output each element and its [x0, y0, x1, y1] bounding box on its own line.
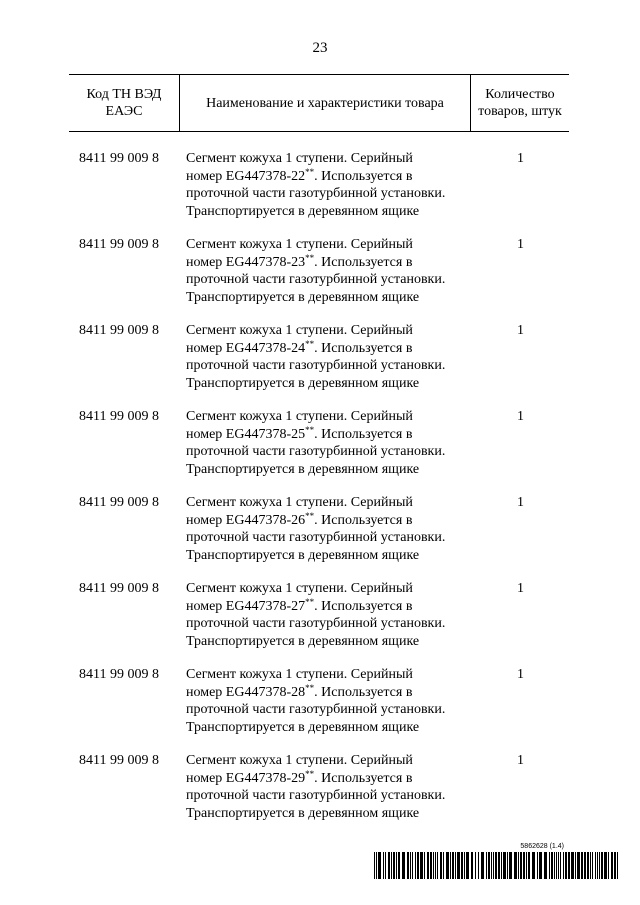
row-qty: 1 [517, 323, 524, 338]
row-code: 8411 99 009 8 [79, 667, 159, 682]
serial-suffix: . Используется в [314, 426, 413, 442]
table-row [0, 236, 640, 322]
serial-number: номер EG447378-22 [186, 168, 306, 184]
serial-number: номер EG447378-27 [186, 598, 306, 614]
row-qty: 1 [517, 495, 524, 510]
row-qty: 1 [517, 409, 524, 424]
desc-line: Сегмент кожуха 1 ступени. Серийный [186, 753, 413, 768]
serial-number: номер EG447378-25 [186, 426, 306, 442]
row-description [186, 236, 486, 306]
desc-line: Транспортируется в деревянном ящике [186, 547, 420, 563]
row-code: 8411 99 009 8 [79, 753, 159, 768]
table-row [0, 580, 640, 666]
row-qty: 1 [517, 753, 524, 768]
row-description [186, 494, 486, 564]
footnote-marker: ** [305, 768, 315, 779]
desc-line: проточной части газотурбинной установки. [186, 186, 446, 201]
serial-suffix: . Используется в [314, 684, 413, 700]
footnote-marker: ** [305, 424, 315, 435]
desc-serial-line [186, 512, 486, 530]
page-number: 23 [312, 40, 328, 56]
serial-suffix: . Используется в [314, 168, 413, 184]
desc-line: Сегмент кожуха 1 ступени. Серийный [186, 323, 413, 338]
desc-serial-line [186, 340, 486, 358]
serial-suffix: . Используется в [314, 254, 413, 270]
barcode-block [374, 843, 618, 879]
row-description [186, 150, 486, 220]
desc-line: Транспортируется в деревянном ящике [186, 289, 420, 305]
row-qty: 1 [517, 151, 524, 166]
desc-line: проточной части газотурбинной установки. [186, 444, 446, 459]
footnote-marker: ** [305, 252, 315, 263]
desc-line: проточной части газотурбинной установки. [186, 702, 446, 717]
footnote-marker: ** [305, 682, 315, 693]
desc-line: Сегмент кожуха 1 ступени. Серийный [186, 409, 413, 424]
desc-line: Сегмент кожуха 1 ступени. Серийный [186, 581, 413, 596]
desc-line: проточной части газотурбинной установки. [186, 788, 446, 803]
desc-line: Сегмент кожуха 1 ступени. Серийный [186, 495, 413, 510]
desc-serial-line [186, 168, 486, 186]
barcode-id: 5862628 (1.4) [520, 843, 564, 850]
row-qty: 1 [517, 667, 524, 682]
footnote-marker: ** [305, 510, 315, 521]
desc-line: проточной части газотурбинной установки. [186, 530, 446, 545]
desc-line: Сегмент кожуха 1 ступени. Серийный [186, 667, 413, 682]
barcode-icon [374, 852, 618, 879]
desc-serial-line [186, 426, 486, 444]
row-code: 8411 99 009 8 [79, 237, 159, 252]
desc-serial-line [186, 770, 486, 788]
table-row [0, 322, 640, 408]
serial-number: номер EG447378-23 [186, 254, 306, 270]
row-code: 8411 99 009 8 [79, 581, 159, 596]
table-row [0, 666, 640, 752]
footnote-marker: ** [305, 338, 315, 349]
table-row [0, 752, 640, 838]
serial-number: номер EG447378-24 [186, 340, 306, 356]
header-code: Код ТН ВЭД ЕАЭС [69, 75, 180, 131]
table-row [0, 494, 640, 580]
serial-suffix: . Используется в [314, 340, 413, 356]
row-description [186, 580, 486, 650]
row-qty: 1 [517, 237, 524, 252]
row-description [186, 408, 486, 478]
serial-suffix: . Используется в [314, 770, 413, 786]
footnote-marker: ** [305, 596, 315, 607]
serial-number: номер EG447378-26 [186, 512, 306, 528]
desc-line: Транспортируется в деревянном ящике [186, 719, 420, 735]
row-qty: 1 [517, 581, 524, 596]
desc-line: Транспортируется в деревянном ящике [186, 461, 420, 477]
table-header [69, 74, 569, 132]
row-description [186, 752, 486, 822]
desc-line: Транспортируется в деревянном ящике [186, 805, 420, 821]
row-description [186, 666, 486, 736]
desc-line: Сегмент кожуха 1 ступени. Серийный [186, 237, 413, 252]
row-code: 8411 99 009 8 [79, 323, 159, 338]
desc-line: Транспортируется в деревянном ящике [186, 203, 420, 219]
desc-serial-line [186, 254, 486, 272]
row-code: 8411 99 009 8 [79, 409, 159, 424]
serial-number: номер EG447378-29 [186, 770, 306, 786]
desc-line: Сегмент кожуха 1 ступени. Серийный [186, 151, 413, 166]
row-description [186, 322, 486, 392]
desc-serial-line [186, 598, 486, 616]
desc-line: проточной части газотурбинной установки. [186, 358, 446, 373]
desc-serial-line [186, 684, 486, 702]
desc-line: проточной части газотурбинной установки. [186, 272, 446, 287]
footnote-marker: ** [305, 166, 315, 177]
row-code: 8411 99 009 8 [79, 495, 159, 510]
serial-number: номер EG447378-28 [186, 684, 306, 700]
header-qty: Количество товаров, штук [478, 87, 562, 119]
row-code: 8411 99 009 8 [79, 151, 159, 166]
serial-suffix: . Используется в [314, 598, 413, 614]
desc-line: Транспортируется в деревянном ящике [186, 633, 420, 649]
desc-line: проточной части газотурбинной установки. [186, 616, 446, 631]
serial-suffix: . Используется в [314, 512, 413, 528]
header-name: Наименование и характеристики товара [180, 75, 471, 131]
table-body [0, 150, 640, 838]
desc-line: Транспортируется в деревянном ящике [186, 375, 420, 391]
table-row [0, 408, 640, 494]
table-row [0, 150, 640, 236]
